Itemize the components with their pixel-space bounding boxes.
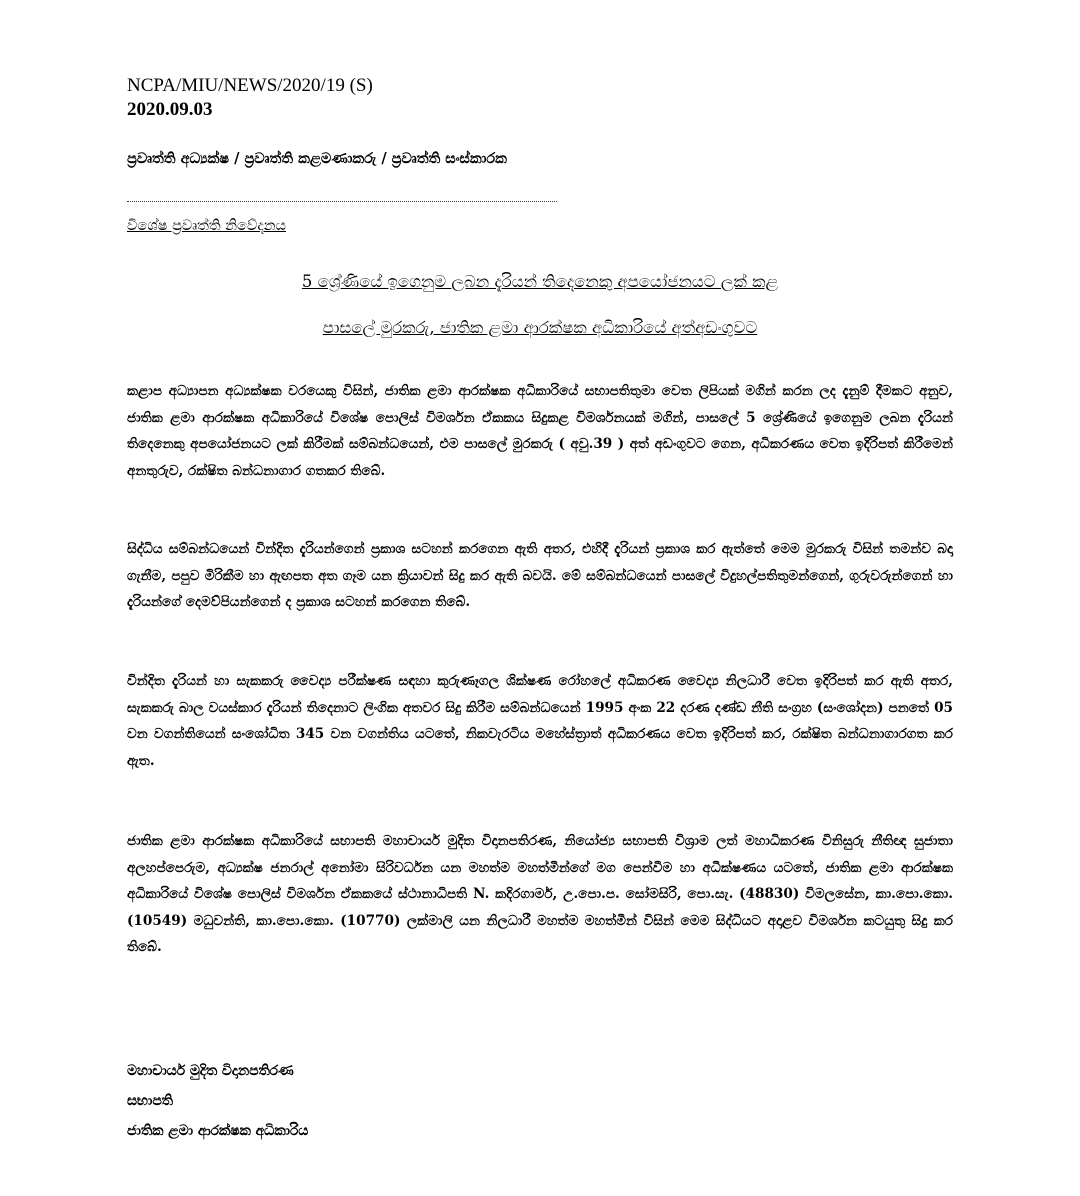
signatory-organization: ජාතික ළමා ආරක්ෂක අධිකාරිය [127,1123,309,1139]
body-paragraph-1: කළාප අධ්‍යාපන අධ්‍යක්ෂක වරයෙකු විසින්, ජාතික ළමා ආරක්ෂක අධිකාරියේ සභාපතිතුමා වෙත ලිපියක් මගින් කරන ලද දැනුම් දීමකට අනුව, ජාතික ළමා ආරක්ෂක අධිකාරියේ විශේෂ පොලිස් විමර්ශන ඒකකය සිදුකළ විමර්ශනයක් මගින්, පාසලේ 5 ශ්‍රේණියේ ඉගෙනුම ලබන දැරියන් තිදෙනෙකු අපයෝජනයට ලක් කිරීමක් සම්බන්ධයෙන්, එම පාසලේ මුරකරු ( අවු.39 ) අත් අඩංගුවට ගෙන, අධිකරණය වෙත ඉදිරිපත් කිරීමෙන් අනතුරුව, රක්ෂිත බන්ධනාගාර ගතකර තිබේ. [127,383,953,479]
signatory-title: සභාපති [127,1093,173,1109]
reference-number: NCPA/MIU/NEWS/2020/19 (S) [127,75,373,96]
headline-line-1: 5 ශ්‍රේණියේ ඉගෙනුම ලබන දැරියන් තිදෙනෙකු අපයෝජනයට ලක් කළ [301,272,779,291]
body-paragraph-3: වින්දිත දැරියන් හා සැකකරු වෛද්‍ය පරීක්ෂණ සඳහා කුරුණෑගල ශික්ෂණ රෝහලේ අධිකරණ වෛද්‍ය නිලධාරී වෙත ඉදිරිපත් කර ඇති අතර, සැකකරු බාල වයස්කාර දැරියන් තිදෙනාට ලිංගික අතවර සිදු කිරීම සම්බන්ධයෙන් 1995 අංක 22 දරණ දණ්ඩ නීති සංග්‍රහ (සංශෝදන) පනතේ 05 වන වගන්තියෙන් සංශෝධිත 345 වන වගන්තිය යටතේ, නිකවැරටිය මහේස්ත්‍රාත් අධිකරණය වෙත ඉදිරිපත් කර, රක්ෂිත බන්ධනාගාරගත කර ඇත. [127,673,953,769]
release-label: විශේෂ ප්‍රවෘත්ති නිවේදනය [127,218,286,234]
headline-line-2: පාසලේ මුරකරු, ජාතික ළමා ආරක්ෂක අධිකාරියේ අත්අඩංගුවට [322,318,758,337]
body-paragraph-4: ජාතික ළමා ආරක්ෂක අධිකාරියේ සභාපති මහාචාර්ය මුදිත විදානපතිරණ, නියෝජ්‍ය සභාපති විශ්‍රාම ලත් මහාධිකරණ විනිසුරු නීතිඥ සුජාතා අලහප්පෙරුම, අධ්‍යක්ෂ ජනරාල් අනෝමා සිරිවර්ධන යන මහත්ම මහත්මීන්ගේ මග පෙන්වීම හා අධීක්ෂණය යටතේ, ජාතික ළමා ආරක්ෂක අධිකාරියේ විශේෂ පොලිස් විමර්ශන ඒකකයේ ස්ථානාධිපති N. කදිරගාමර්, උ.පො.ප. සෝමසිරි, පො.සැ. (48830) විමලසේන, කා.පො.කො. (10549) මධුවන්ති, කා.පො.කො. (10770) ලක්මාලි යන නිලධාරී මහත්ම මහත්මීන් විසින් මෙම සිද්ධියට අදාළව විමර්ශන කටයුතු සිදු කර තිබේ. [127,833,953,956]
recipients-line: ප්‍රවෘත්ති අධ්‍යක්ෂ / ප්‍රවෘත්ති කළමණාකරු / ප්‍රවෘත්ති සංස්කාරක [127,150,507,167]
signature-block [127,1056,308,1146]
body-paragraph-2: සිද්ධිය සම්බන්ධයෙන් වින්දිත දැරියන්ගෙන් ප්‍රකාශ සටහන් කරගෙන ඇති අතර, එහිදී දැරියන් ප්‍රකාශ කර ඇත්තේ මෙම මුරකරු විසින් තමන්ව බදා ගැනීම, පපුව මිරිකීම හා ඇඟපත අත ගෑම යන ක්‍රියාවන් සිදු කර ඇති බවයි. මේ සම්බන්ධයෙන් පාසලේ විදුහල්පතිතුමන්ගෙන්, ගුරුවරුන්ගෙන් හා දැරියන්ගේ දෙමව්පියන්ගෙන් ද ප්‍රකාශ සටහන් කරගෙන තිබේ. [127,541,953,611]
dotted-divider [127,201,557,202]
release-date: 2020.09.03 [127,99,213,120]
document-header [127,74,373,122]
signatory-name: මහාචාර්ය මුදිත විදානපතිරණ [127,1063,294,1079]
